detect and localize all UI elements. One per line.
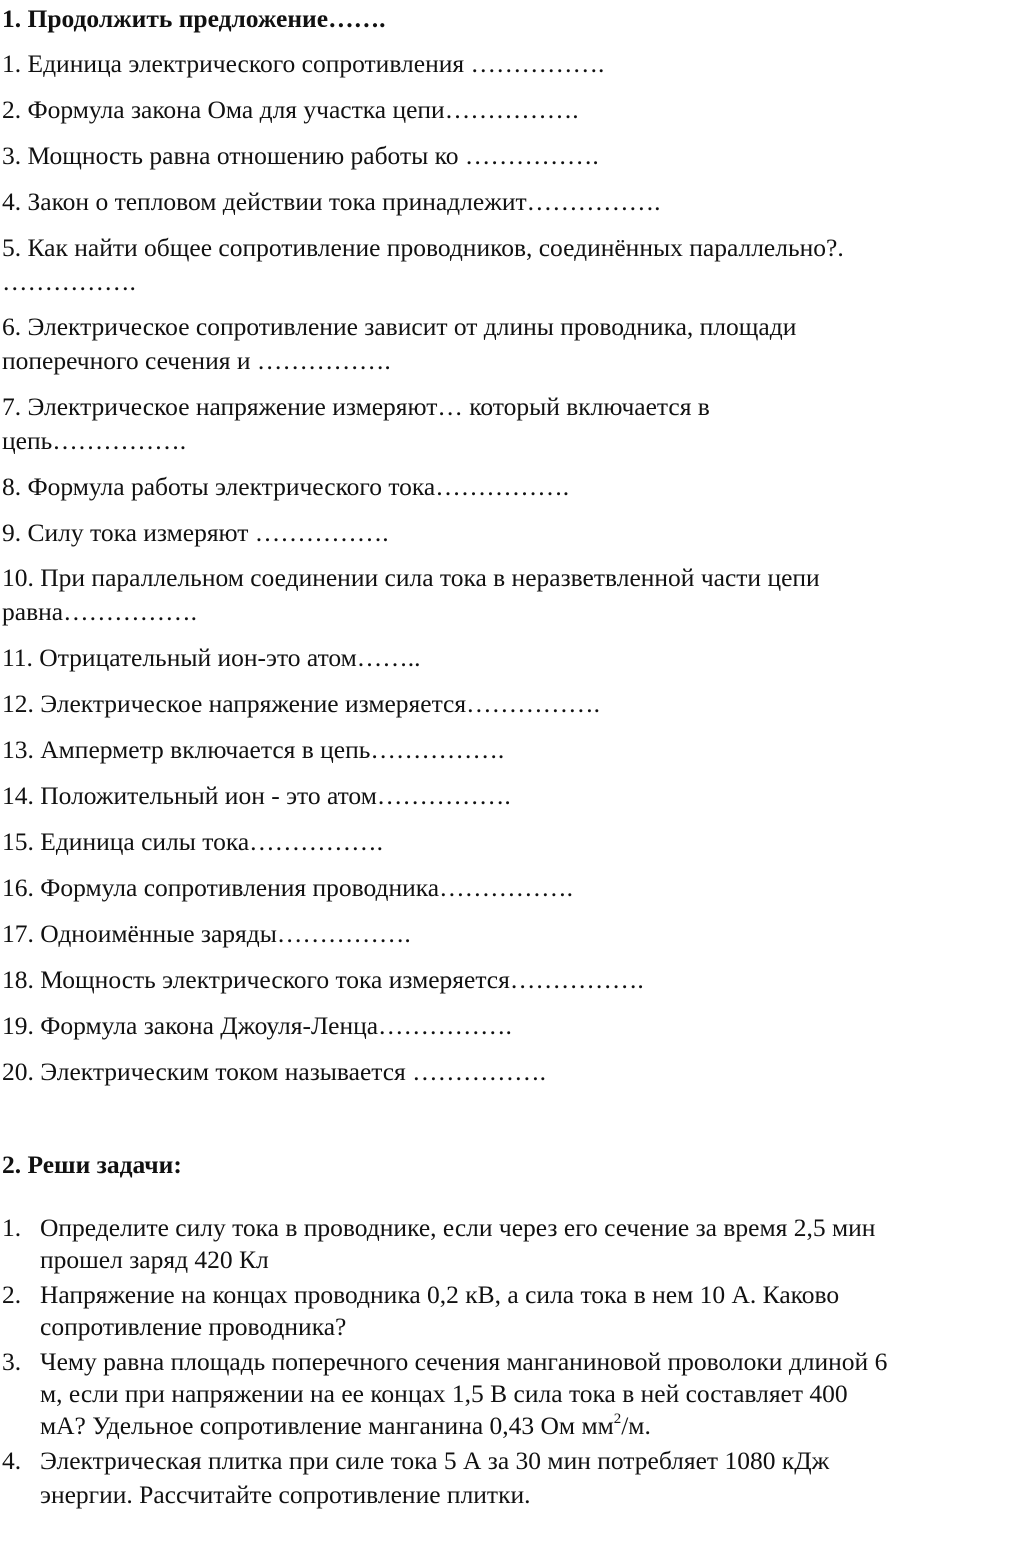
section1-item-3: 3. Мощность равна отношению работы ко …………….	[2, 141, 599, 170]
task-3-line-2: м, если при напряжении на ее концах 1,5 В сила тока в ней составляет 400	[40, 1379, 848, 1408]
task-2-line-2: сопротивление проводника?	[40, 1312, 347, 1341]
section1-item-13: 13. Амперметр включается в цепь…………….	[2, 735, 505, 764]
section1-item-15: 15. Единица силы тока…………….	[2, 827, 384, 856]
section1-item-9: 9. Силу тока измеряют …………….	[2, 518, 389, 547]
section1-item-16: 16. Формула сопротивления проводника…………….	[2, 873, 573, 902]
section1-item-2: 2. Формула закона Ома для участка цепи…………….	[2, 95, 579, 124]
task-4-line-2: энергии. Рассчитайте сопротивление плитки.	[40, 1480, 531, 1509]
section1-item-17: 17. Одноимённые заряды…………….	[2, 919, 411, 948]
task-3-line-1: Чему равна площадь поперечного сечения манганиновой проволоки длиной 6	[40, 1347, 888, 1376]
section1-item-7: 7. Электрическое напряжение измеряют… который включается в	[2, 392, 710, 421]
section1-item-6: 6. Электрическое сопротивление зависит от длины проводника, площади	[2, 312, 797, 341]
section1-item-18: 18. Мощность электрического тока измеряется…………….	[2, 965, 644, 994]
section1-item-20: 20. Электрическим током называется …………….	[2, 1057, 547, 1086]
task-1-line-1: Определите силу тока в проводнике, если через его сечение за время 2,5 мин	[40, 1213, 876, 1242]
task-3-line-3	[40, 1410, 651, 1442]
section1-item-5: 5. Как найти общее сопротивление проводников, соединённых параллельно?.	[2, 233, 844, 262]
task-3-number: 3.	[2, 1347, 22, 1376]
task-3-line-3-text: мА? Удельное сопротивление манганина 0,43 Ом мм	[40, 1411, 614, 1440]
section1-item-10: 10. При параллельном соединении сила тока в неразветвленной части цепи	[2, 563, 820, 592]
task-2-number: 2.	[2, 1280, 22, 1309]
task-3-superscript: 2	[613, 1410, 622, 1427]
task-3-line-3-tail: /м.	[621, 1411, 651, 1440]
section1-item-14: 14. Положительный ион - это атом…………….	[2, 781, 511, 810]
section1-item-1: 1. Единица электрического сопротивления …………….	[2, 49, 605, 78]
section1-heading: 1. Продолжить предложение…….	[2, 4, 386, 33]
section1-item-8: 8. Формула работы электрического тока…………….	[2, 472, 570, 501]
section2-heading: 2. Реши задачи:	[2, 1150, 182, 1179]
task-2-line-1: Напряжение на концах проводника 0,2 кВ, а сила тока в нем 10 А. Каково	[40, 1280, 840, 1309]
task-4-line-1: Электрическая плитка при силе тока 5 А за 30 мин потребляет 1080 кДж	[40, 1446, 830, 1475]
task-1-number: 1.	[2, 1213, 22, 1242]
section1-item-19: 19. Формула закона Джоуля-Ленца…………….	[2, 1011, 512, 1040]
section1-item-7-cont: цепь…………….	[2, 426, 187, 455]
section1-item-11: 11. Отрицательный ион-это атом……..	[2, 643, 421, 672]
section1-item-5-cont: …………….	[2, 267, 136, 296]
task-4-number: 4.	[2, 1446, 22, 1475]
section1-item-6-cont: поперечного сечения и …………….	[2, 346, 391, 375]
section1-item-12: 12. Электрическое напряжение измеряется…………….	[2, 689, 600, 718]
task-1-line-2: прошел заряд 420 Кл	[40, 1245, 269, 1274]
section1-item-4: 4. Закон о тепловом действии тока принадлежит…………….	[2, 187, 661, 216]
section1-item-10-cont: равна…………….	[2, 597, 197, 626]
